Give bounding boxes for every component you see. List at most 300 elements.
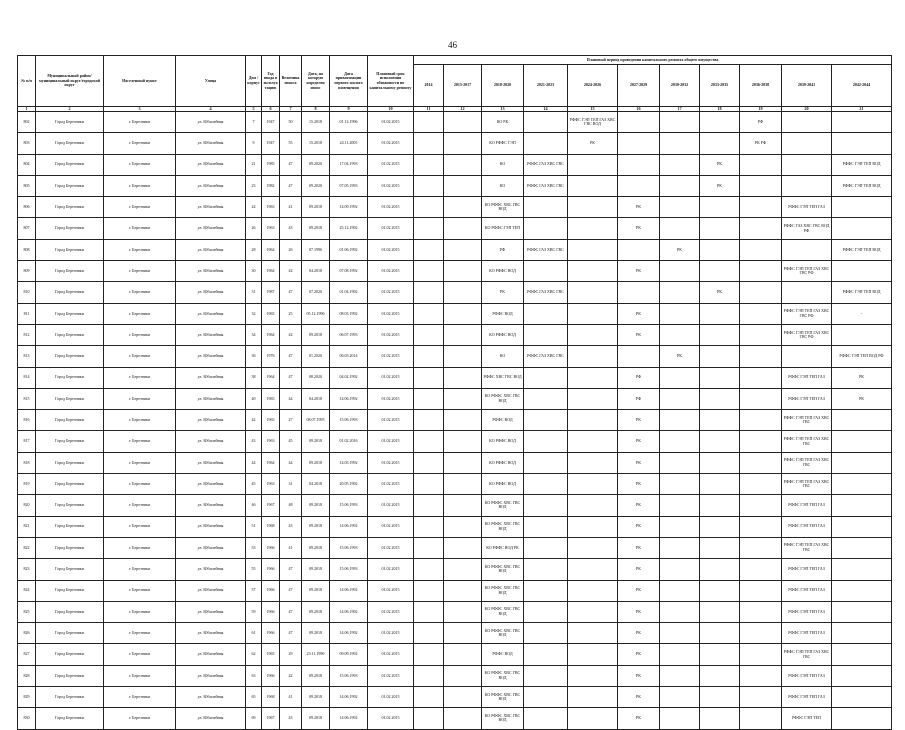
cell-period-work (524, 133, 568, 154)
cell-period-work (568, 431, 618, 452)
cell-municipality: Город Березники (36, 388, 104, 409)
cell-period-work: КО РФФС ГЭП (482, 133, 524, 154)
cell-num: 811 (18, 303, 36, 324)
cell-period-work (660, 175, 700, 196)
cell-house: 55 (246, 559, 262, 580)
cell-period-work: КО РФФС ХВС ГВС ВОД (482, 559, 524, 580)
cell-period-work: РФФС ГАЗ ХВС ГВС (524, 239, 568, 260)
cell-period-work (832, 644, 892, 665)
cell-privatization-date: 14.06.1992 (330, 708, 368, 729)
cell-period-work (740, 261, 782, 282)
col-header-repair-deadline: Плановый срок исполнения обязанности по капитальному ремонту (368, 56, 414, 107)
cell-wear: 47 (280, 580, 302, 601)
column-number: 21 (832, 107, 892, 112)
cell-period-work (618, 133, 660, 154)
cell-period-work (700, 346, 740, 367)
cell-period-work (524, 431, 568, 452)
cell-period-work (568, 324, 618, 345)
cell-period-work (832, 261, 892, 282)
cell-settlement: г. Березники (104, 303, 176, 324)
cell-period-work: КО РФФС ХВС ГВС ВОД (482, 580, 524, 601)
cell-settlement: г. Березники (104, 474, 176, 495)
cell-survey-date: 09.2018 (302, 218, 330, 239)
cell-period-work (618, 239, 660, 260)
cell-period-work (414, 580, 444, 601)
cell-period-work (414, 474, 444, 495)
cell-wear: 47 (280, 346, 302, 367)
table-row (18, 623, 892, 644)
cell-repair-deadline: 01.02.2015 (368, 154, 414, 175)
cell-period-work: РК (618, 324, 660, 345)
cell-survey-date: 15.2018 (302, 112, 330, 133)
cell-period-work: РФФС ГЭП ТЕП ГАЗ (782, 623, 832, 644)
cell-wear: 26 (280, 239, 302, 260)
cell-period-work (832, 218, 892, 239)
col-header-survey-date: Дата, на которую определен износ (302, 56, 330, 107)
cell-period-work (660, 197, 700, 218)
cell-period-work (832, 601, 892, 622)
cell-period-work (524, 580, 568, 601)
cell-period-work (700, 388, 740, 409)
cell-period-work: РК (618, 687, 660, 708)
cell-period-work: РК (700, 175, 740, 196)
cell-period-work: РФФС ГЭП ТЕП ГАЗ ХВС ГВС РФ (782, 324, 832, 345)
cell-period-work: РФФС ГЭП ТЕП (782, 708, 832, 729)
cell-settlement: г. Березники (104, 112, 176, 133)
col-header-period: 2014 (414, 65, 444, 107)
cell-municipality: Город Березники (36, 410, 104, 431)
cell-period-work (568, 665, 618, 686)
cell-wear: 43 (280, 516, 302, 537)
cell-period-work (700, 644, 740, 665)
cell-period-work: - (832, 303, 892, 324)
cell-period-work: РФ (618, 367, 660, 388)
cell-house: 34 (246, 324, 262, 345)
cell-num: 820 (18, 495, 36, 516)
cell-wear: 47 (280, 559, 302, 580)
header-row-top (18, 56, 892, 65)
cell-num: 814 (18, 367, 36, 388)
cell-period-work (740, 452, 782, 473)
cell-period-work (660, 452, 700, 473)
cell-repair-deadline: 01.02.2015 (368, 282, 414, 303)
column-number: 16 (618, 107, 660, 112)
cell-house: 65 (246, 687, 262, 708)
cell-period-work: РК (618, 580, 660, 601)
cell-period-work (832, 112, 892, 133)
cell-year-built: 1966 (262, 559, 280, 580)
cell-period-work (700, 133, 740, 154)
cell-house: 30 (246, 261, 262, 282)
cell-year-built: 1964 (262, 239, 280, 260)
cell-period-work (660, 154, 700, 175)
cell-period-work: РФФС ГЭП ТЕП ВОД РФ (832, 346, 892, 367)
cell-house: 26 (246, 218, 262, 239)
cell-period-work (700, 708, 740, 729)
cell-num: 830 (18, 708, 36, 729)
cell-period-work (444, 410, 482, 431)
table-row (18, 687, 892, 708)
table-row (18, 133, 892, 154)
cell-municipality: Город Березники (36, 537, 104, 558)
cell-survey-date: 08.2020 (302, 367, 330, 388)
cell-municipality: Город Березники (36, 133, 104, 154)
cell-year-built: 1947 (262, 112, 280, 133)
cell-survey-date: 04.2018 (302, 388, 330, 409)
cell-period-work (568, 239, 618, 260)
cell-period-work: РК (618, 495, 660, 516)
cell-privatization-date: 20.05.1992 (330, 474, 368, 495)
cell-period-work (568, 388, 618, 409)
col-header-period: 2018-2020 (482, 65, 524, 107)
cell-period-work: КО РФФС ХВС ГВС ВОД (482, 665, 524, 686)
col-header-period: 2030-2032 (660, 65, 700, 107)
column-number: 20 (782, 107, 832, 112)
cell-num: 809 (18, 261, 36, 282)
cell-period-work (414, 346, 444, 367)
cell-year-built: 1966 (262, 580, 280, 601)
table-row (18, 495, 892, 516)
cell-period-work (740, 239, 782, 260)
cell-period-work (660, 133, 700, 154)
cell-period-work (568, 601, 618, 622)
cell-wear: 48 (280, 495, 302, 516)
cell-wear: 25 (280, 303, 302, 324)
cell-period-work: РК (618, 431, 660, 452)
cell-period-work (414, 324, 444, 345)
cell-period-work (414, 410, 444, 431)
cell-period-work (568, 516, 618, 537)
col-header-street: Улица (176, 56, 246, 107)
cell-house: 36 (246, 346, 262, 367)
cell-period-work (568, 261, 618, 282)
cell-settlement: г. Березники (104, 580, 176, 601)
cell-year-built: 1987 (262, 282, 280, 303)
cell-period-work (740, 282, 782, 303)
cell-survey-date: 08.07.1995 (302, 410, 330, 431)
cell-repair-deadline: 01.02.2015 (368, 133, 414, 154)
cell-period-work (700, 303, 740, 324)
cell-period-work (740, 175, 782, 196)
table-row (18, 516, 892, 537)
cell-period-work (740, 303, 782, 324)
cell-period-work (444, 665, 482, 686)
cell-year-built: 1963 (262, 197, 280, 218)
cell-period-work (740, 516, 782, 537)
cell-period-work: РК (618, 601, 660, 622)
table-row (18, 175, 892, 196)
cell-repair-deadline: 01.02.2015 (368, 708, 414, 729)
cell-municipality: Город Березники (36, 452, 104, 473)
cell-house: 42 (246, 410, 262, 431)
cell-period-work (444, 580, 482, 601)
cell-period-work (832, 687, 892, 708)
cell-num: 810 (18, 282, 36, 303)
column-number: 15 (568, 107, 618, 112)
cell-period-work (832, 580, 892, 601)
cell-period-work (568, 282, 618, 303)
cell-privatization-date: 01.02.2016 (330, 431, 368, 452)
table-row (18, 154, 892, 175)
cell-period-work (524, 516, 568, 537)
cell-repair-deadline: 01.02.2015 (368, 410, 414, 431)
cell-settlement: г. Березники (104, 175, 176, 196)
cell-municipality: Город Березники (36, 559, 104, 580)
cell-period-work: РК (618, 665, 660, 686)
cell-period-work: РК (832, 388, 892, 409)
cell-period-work (444, 708, 482, 729)
cell-municipality: Город Березники (36, 431, 104, 452)
cell-period-work (660, 537, 700, 558)
cell-wear: 47 (280, 175, 302, 196)
cell-period-work: РФ (618, 388, 660, 409)
cell-period-work: РФФС ГЭП ТЕП ВОД (832, 282, 892, 303)
cell-survey-date: 15.2018 (302, 133, 330, 154)
cell-period-work (660, 474, 700, 495)
cell-privatization-date: 14.06.1992 (330, 623, 368, 644)
cell-survey-date: 09.2020 (302, 154, 330, 175)
col-header-municipality: Муниципальный район/ муниципальный округ/городской округ (36, 56, 104, 107)
cell-year-built: 1968 (262, 687, 280, 708)
cell-period-work: РФФС ГЭП ТЕП ГАЗ ХВС ГВС РФ (782, 261, 832, 282)
cell-municipality: Город Березники (36, 644, 104, 665)
cell-survey-date: 09.2018 (302, 324, 330, 345)
cell-street: ул. Юбилейная (176, 112, 246, 133)
cell-period-work (700, 431, 740, 452)
cell-period-work (782, 175, 832, 196)
cell-period-work (524, 665, 568, 686)
cell-period-work (832, 516, 892, 537)
cell-period-work (700, 261, 740, 282)
cell-period-work: РФ (482, 239, 524, 260)
cell-period-work (524, 537, 568, 558)
cell-survey-date: 23.11.1990 (302, 644, 330, 665)
cell-period-work (832, 324, 892, 345)
cell-wear: 47 (280, 154, 302, 175)
cell-period-work: РФФС ХВС ГВС ВОД (482, 367, 524, 388)
cell-year-built: 1963 (262, 474, 280, 495)
cell-wear: 41 (280, 537, 302, 558)
cell-privatization-date: 14.06.1992 (330, 687, 368, 708)
table-row (18, 239, 892, 260)
table-row (18, 708, 892, 729)
cell-period-work (660, 388, 700, 409)
cell-period-work: РФФС ВОД (482, 644, 524, 665)
cell-privatization-date: 14.06.1992 (330, 516, 368, 537)
cell-period-work: РФФС ГЭП ТЕП ГАЗ ХВС ГВС (782, 431, 832, 452)
cell-street: ул. Юбилейная (176, 452, 246, 473)
cell-house: 43 (246, 431, 262, 452)
cell-municipality: Город Березники (36, 623, 104, 644)
column-number: 17 (660, 107, 700, 112)
cell-period-work (568, 644, 618, 665)
table-row (18, 431, 892, 452)
cell-period-work (524, 261, 568, 282)
table-row (18, 410, 892, 431)
cell-period-work (660, 580, 700, 601)
cell-period-work (524, 474, 568, 495)
cell-house: 63 (246, 665, 262, 686)
cell-municipality: Город Березники (36, 282, 104, 303)
cell-municipality: Город Березники (36, 175, 104, 196)
cell-privatization-date: 01.04.1992 (330, 282, 368, 303)
cell-settlement: г. Березники (104, 261, 176, 282)
cell-year-built: 1947 (262, 133, 280, 154)
cell-period-work (740, 431, 782, 452)
cell-period-work (660, 324, 700, 345)
cell-num: 808 (18, 239, 36, 260)
cell-period-work (568, 410, 618, 431)
cell-period-work: КО РФФС ВОД (482, 431, 524, 452)
cell-period-work (444, 623, 482, 644)
cell-municipality: Город Березники (36, 112, 104, 133)
cell-period-work (568, 303, 618, 324)
cell-period-work: КО РФФС ГЭП ТЕП (482, 218, 524, 239)
cell-period-work: РК (618, 261, 660, 282)
cell-repair-deadline: 01.02.2015 (368, 474, 414, 495)
cell-privatization-date: 06.07.1993 (330, 324, 368, 345)
cell-period-work (444, 431, 482, 452)
cell-survey-date: 09.2018 (302, 665, 330, 686)
cell-privatization-date: 14.06.1992 (330, 388, 368, 409)
cell-wear: 47 (280, 601, 302, 622)
column-number: 12 (444, 107, 482, 112)
cell-house: 38 (246, 367, 262, 388)
cell-period-work (414, 452, 444, 473)
cell-period-work (740, 623, 782, 644)
cell-period-work (782, 133, 832, 154)
column-number: 7 (280, 107, 302, 112)
cell-period-work: РФФС ГЭП ТЕП ГАЗ ХВС ГВС (782, 410, 832, 431)
cell-period-work: РК (700, 282, 740, 303)
cell-period-work (660, 516, 700, 537)
cell-period-work (524, 388, 568, 409)
cell-municipality: Город Березники (36, 324, 104, 345)
cell-period-work (700, 580, 740, 601)
cell-period-work (832, 537, 892, 558)
cell-period-work (700, 474, 740, 495)
cell-survey-date: 09.2018 (302, 197, 330, 218)
table-row (18, 559, 892, 580)
cell-period-work (444, 261, 482, 282)
cell-period-work (414, 388, 444, 409)
cell-repair-deadline: 01.02.2015 (368, 388, 414, 409)
cell-municipality: Город Березники (36, 708, 104, 729)
cell-period-work (414, 112, 444, 133)
cell-wear: 45 (280, 431, 302, 452)
cell-period-work (832, 665, 892, 686)
cell-num: 818 (18, 452, 36, 473)
cell-period-work (832, 452, 892, 473)
cell-repair-deadline: 01.02.2015 (368, 239, 414, 260)
cell-period-work (568, 154, 618, 175)
cell-period-work (700, 687, 740, 708)
cell-period-work: РК (618, 474, 660, 495)
cell-period-work (660, 644, 700, 665)
cell-street: ул. Юбилейная (176, 133, 246, 154)
cell-period-work: РФФС ГЭП ТЕП ВОД (832, 239, 892, 260)
cell-repair-deadline: 01.02.2015 (368, 261, 414, 282)
cell-period-work (618, 112, 660, 133)
cell-privatization-date: 14.09.1992 (330, 197, 368, 218)
cell-period-work: КО РФФС ВОД РК (482, 537, 524, 558)
cell-num: 817 (18, 431, 36, 452)
cell-settlement: г. Березники (104, 644, 176, 665)
cell-period-work (660, 282, 700, 303)
cell-period-work: РК (660, 346, 700, 367)
cell-privatization-date: 24.11.2005 (330, 133, 368, 154)
cell-street: ул. Юбилейная (176, 261, 246, 282)
cell-period-work (444, 367, 482, 388)
cell-wear: 27 (280, 410, 302, 431)
cell-num: 805 (18, 175, 36, 196)
cell-num: 825 (18, 601, 36, 622)
table-row (18, 282, 892, 303)
table-row (18, 112, 892, 133)
cell-period-work (414, 495, 444, 516)
column-number: 5 (246, 107, 262, 112)
cell-house: 53 (246, 537, 262, 558)
table-row (18, 644, 892, 665)
cell-period-work: РФФС ГЭП ТЕП ГАЗ ХВС ГВС (782, 644, 832, 665)
cell-municipality: Город Березники (36, 197, 104, 218)
cell-num: 803 (18, 133, 36, 154)
cell-period-work: РФФС ВОД (482, 410, 524, 431)
col-header-year-built: Год ввода в эксплуатацию (262, 56, 280, 107)
cell-year-built: 1965 (262, 410, 280, 431)
cell-period-work (414, 537, 444, 558)
cell-period-work (524, 708, 568, 729)
cell-period-work (444, 239, 482, 260)
cell-period-work (568, 537, 618, 558)
cell-period-work (660, 431, 700, 452)
table-row (18, 474, 892, 495)
cell-period-work (414, 175, 444, 196)
cell-period-work: РК (618, 218, 660, 239)
cell-settlement: г. Березники (104, 559, 176, 580)
cell-year-built: 1966 (262, 665, 280, 686)
cell-period-work: РК (660, 239, 700, 260)
cell-period-work (740, 644, 782, 665)
cell-wear: 44 (280, 452, 302, 473)
cell-period-work: РК (618, 559, 660, 580)
column-number: 4 (176, 107, 246, 112)
cell-survey-date: 01.2020 (302, 346, 330, 367)
column-number: 10 (368, 107, 414, 112)
table-body (18, 112, 892, 730)
cell-repair-deadline: 01.02.2015 (368, 452, 414, 473)
cell-period-work (782, 346, 832, 367)
cell-year-built: 1985 (262, 154, 280, 175)
cell-municipality: Город Березники (36, 303, 104, 324)
cell-street: ул. Юбилейная (176, 687, 246, 708)
cell-settlement: г. Березники (104, 537, 176, 558)
cell-period-work (414, 218, 444, 239)
cell-settlement: г. Березники (104, 218, 176, 239)
cell-period-work (524, 197, 568, 218)
cell-street: ул. Юбилейная (176, 346, 246, 367)
cell-period-work (414, 665, 444, 686)
column-number: 9 (330, 107, 368, 112)
cell-street: ул. Юбилейная (176, 282, 246, 303)
cell-municipality: Город Березники (36, 601, 104, 622)
cell-municipality: Город Березники (36, 261, 104, 282)
cell-period-work (524, 644, 568, 665)
cell-privatization-date: 25.12.1992 (330, 218, 368, 239)
cell-period-work (568, 367, 618, 388)
cell-street: ул. Юбилейная (176, 559, 246, 580)
col-header-period: 2042-2044 (832, 65, 892, 107)
